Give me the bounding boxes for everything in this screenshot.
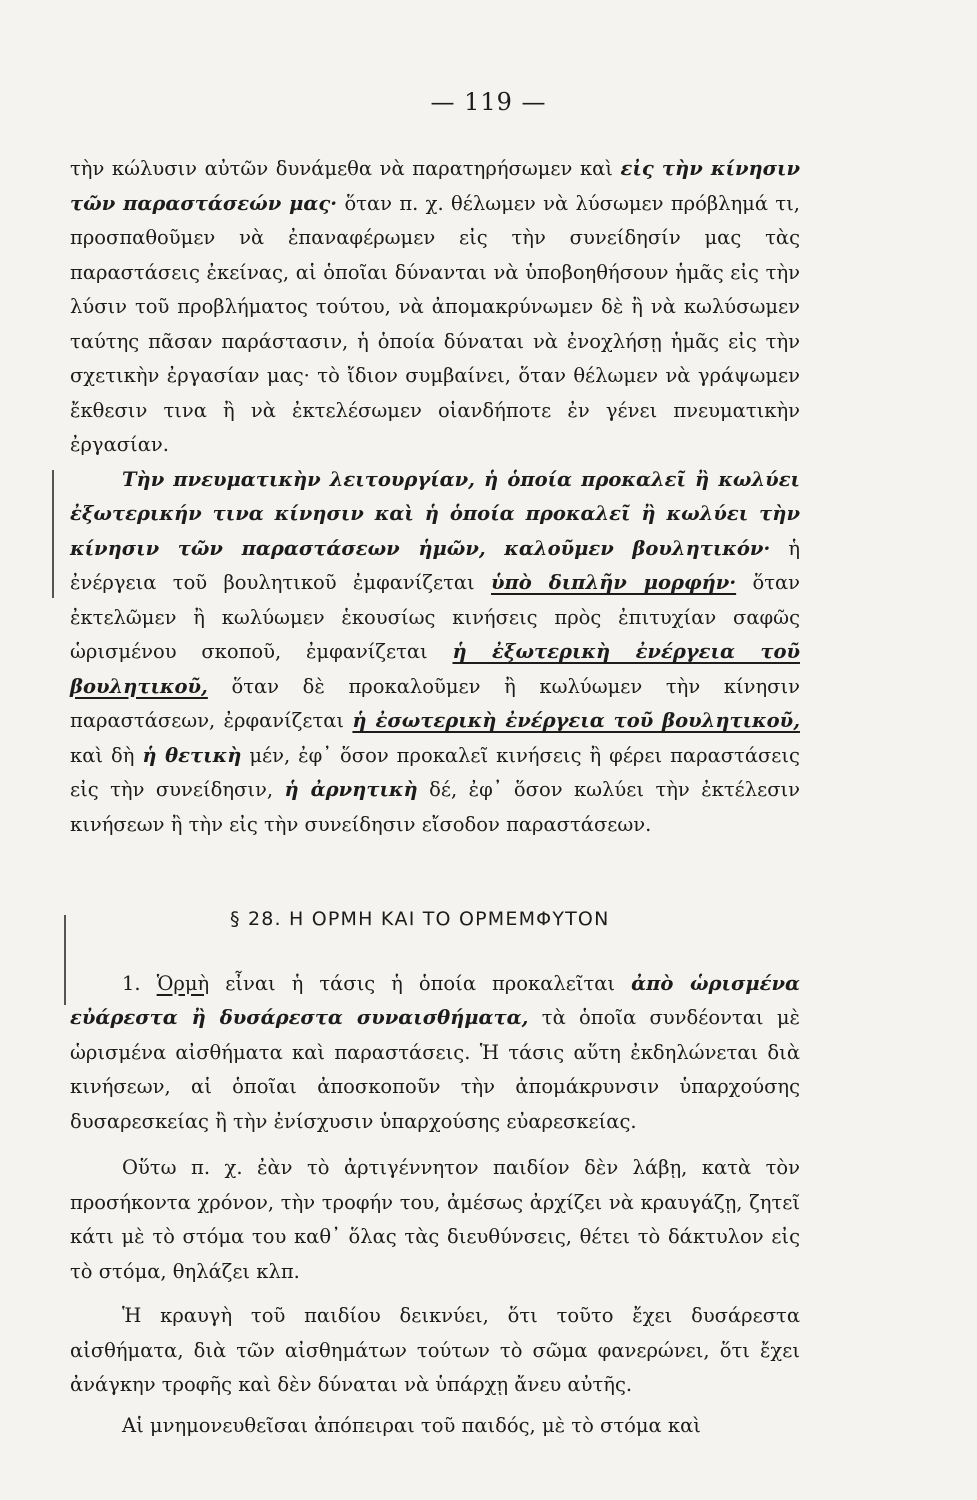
text-run: τὰ ὁποῖα συνδέονται μὲ ὡρισμένα αἰσθήματα καὶ παραστάσεις. Ἡ τάσις αὕτη ἐκδηλώνεται διὰ κινήσεων, αἱ ὁποῖαι ἀποσκοποῦν τὴν ἀπομάκρυνσιν ὑπαρχούσης δυσαρεσκείας ἢ τὴν ἐνίσχυσιν ὑπαρχούσης εὐαρεσκείας. (70, 1006, 800, 1133)
text-run: Ἡ κραυγὴ τοῦ παιδίου δεικνύει, ὅτι τοῦτο ἔχει δυσάρεστα αἰσθήματα, διὰ τῶν αἰσθημάτων τούτων τὸ σῶμα φανερώνει, ὅτι ἔχει ἀνάγκην τροφῆς καὶ δὲν δύναται νὰ ὑπάρχῃ ἄνευ αὐτῆς. (70, 1304, 800, 1396)
emphasis: ἡ θετικὴ (142, 743, 242, 767)
text-run: ὅταν π. χ. θέλωμεν νὰ λύσωμεν πρόβλημά τι, προσπαθοῦμεν νὰ ἐπαναφέρωμεν εἰς τὴν συνείδησίν μας τὰς παραστάσεις ἐκείνας, αἱ ὁποῖαι δύνανται νὰ ὑποβοηθήσουν ἡμᾶς εἰς τὴν λύσιν τοῦ προβλήματος τούτου, νὰ ἀπομακρύνωμεν δὲ ἢ νὰ κωλύσωμεν ταύτης πᾶσαν παράστασιν, ἡ ὁποία δύναται νὰ ἐνοχλήσῃ ἡμᾶς εἰς τὴν σχετικὴν ἐργασίαν μας· τὸ ἴδιον συμβαίνει, ὅταν θέλωμεν νὰ γράψωμεν ἔκθεσιν τινα ἢ νὰ ἐκτελέσωμεν οἱανδήποτε ἐν γένει πνευματικὴν ἐργασίαν. (70, 191, 800, 456)
text-run: δέ, ἐφ᾿ ὅσον κωλύει τὴν ἐκτέλεσιν κινήσεων ἢ τὴν εἰς τὴν συνείδησιν εἴσοδον παραστάσεων. (70, 778, 801, 836)
text-run: ἡ ἐνέργεια τοῦ βουλητικοῦ ἐμφανίζεται (70, 536, 800, 594)
paragraph (70, 1299, 800, 1403)
paragraph (70, 152, 800, 463)
margin-bracket (52, 470, 54, 598)
text-run: καὶ δὴ (70, 743, 143, 767)
paragraph (70, 967, 800, 1140)
paragraph (70, 1151, 800, 1289)
text-run: μέν, ἐφ᾿ ὅσον προκαλεῖ κινήσεις ἢ φέρει παραστάσεις εἰς τὴν συνείδησιν, (70, 743, 800, 801)
paragraph (70, 1409, 800, 1444)
page-body (70, 152, 800, 1443)
text-run: ὅταν δὲ προκαλοῦμεν ἢ κωλύωμεν τὴν κίνησιν παραστάσεων, ἐρφανίζεται (70, 674, 800, 732)
emphasis: ἡ ἐσωτερικὴ ἐνέργεια τοῦ βουλητικοῦ, (352, 709, 800, 732)
text-run: 1. (122, 971, 157, 995)
term: Ὁρμὴ (156, 971, 210, 995)
emphasis: ἡ ἐξωτερικὴ ἐνέργεια τοῦ βουλητικοῦ, (70, 640, 800, 698)
emphasis: εἰς τὴν κίνησιν τῶν παραστάσεών μας· (70, 157, 801, 215)
emphasis: ὑπὸ διπλῆν μορφήν· (491, 571, 737, 594)
text-run: τὴν κώλυσιν αὐτῶν δυνάμεθα νὰ παρατηρήσωμεν καὶ (70, 157, 621, 180)
margin-bracket (64, 915, 66, 1005)
text-run: Αἱ μνημονευθεῖσαι ἀπόπειραι τοῦ παιδός, μὲ τὸ στόμα καὶ (122, 1413, 701, 1437)
text-run: εἶναι ἡ τάσις ἡ ὁποία προκαλεῖται (209, 971, 632, 995)
text-run: ὅταν ἐκτελῶμεν ἢ κωλύωμεν ἑκουσίως κινήσεις πρὸς ἐπιτυχίαν σαφῶς ὡρισμένου σκοποῦ, ἐμφανίζεται (70, 571, 800, 663)
page-number: — 119 — (430, 88, 547, 116)
paragraph (70, 463, 800, 843)
emphasis: Τὴν πνευματικὴν λειτουργίαν, ἡ ὁποία προκαλεῖ ἢ κωλύει ἐξωτερικήν τινα κίνησιν καὶ ἡ ὁποία προκαλεῖ ἢ κωλύει τὴν κίνησιν τῶν παραστάσεων ἡμῶν, καλοῦμεν βουλητικόν· (70, 467, 800, 560)
emphasis: ἀπὸ ὡρισμένα εὐάρεστα ἢ δυσάρεστα συναισθήματα, (70, 971, 800, 1029)
emphasis: ἡ ἀρνητικὴ (284, 778, 418, 801)
text-run: Οὕτω π. χ. ἐὰν τὸ ἀρτιγέννητον παιδίον δὲν λάβῃ, κατὰ τὸν προσήκοντα χρόνον, τὴν τροφήν του, ἀμέσως ἀρχίζει νὰ κραυγάζῃ, ζητεῖ κάτι μὲ τὸ στόμα του καθ᾿ ὅλας τὰς διευθύνσεις, θέτει τὸ δάκτυλον εἰς τὸ στόμα, θηλάζει κλπ. (70, 1156, 800, 1283)
section-heading: § 28. Η ΟΡΜΗ ΚΑΙ ΤΟ ΟΡΜΕΜΦΥΤΟΝ (230, 908, 610, 930)
